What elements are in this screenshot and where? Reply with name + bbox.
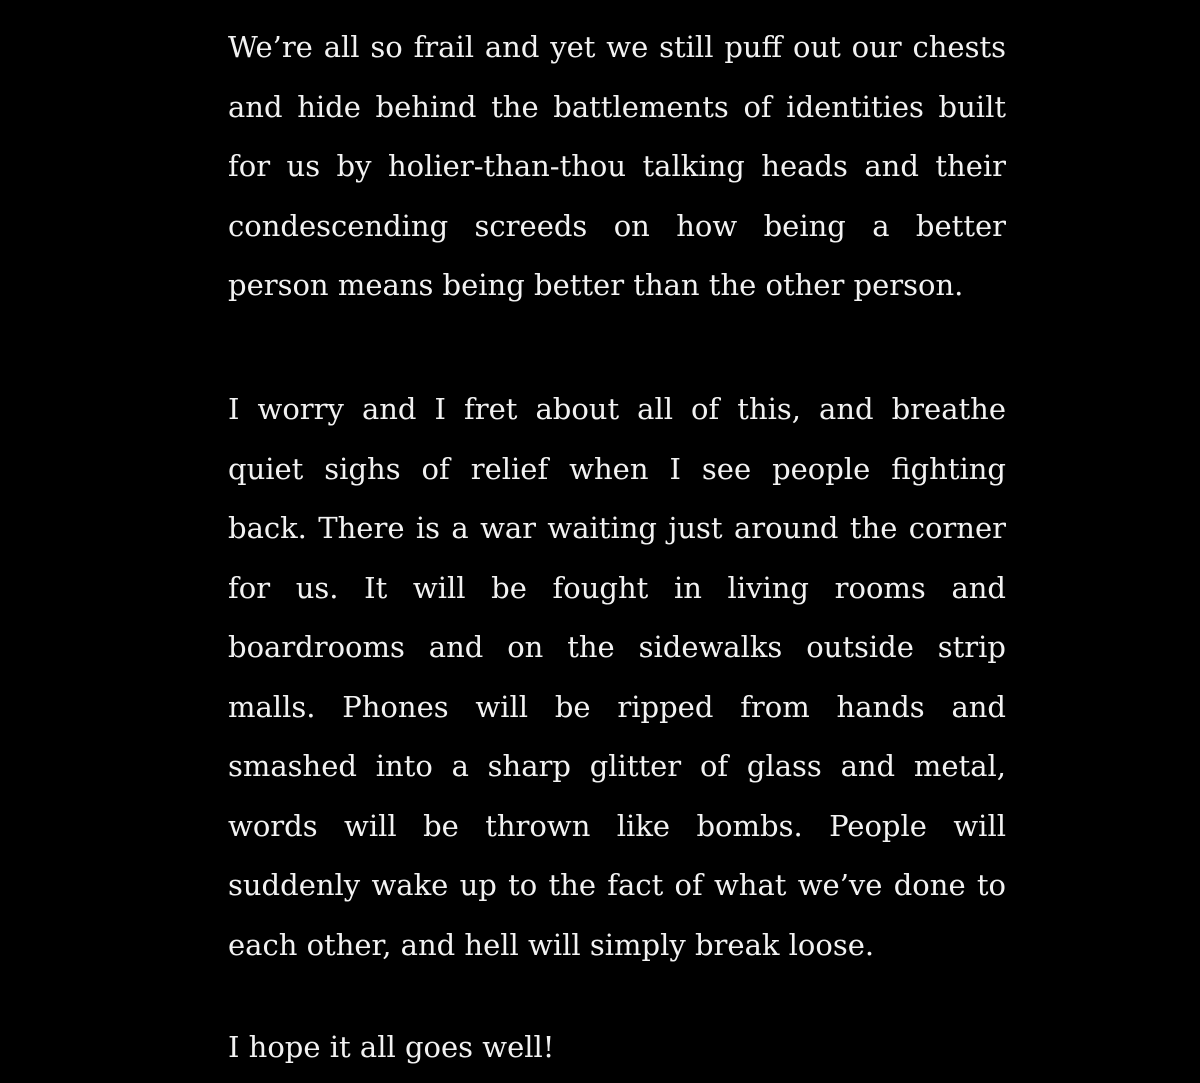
text-line: and hide behind the battlements of identities built xyxy=(228,89,1006,124)
text-line: back. There is a war waiting just around the corner xyxy=(228,511,1006,545)
paragraph-2 xyxy=(228,382,1006,977)
text-line: smashed into a sharp glitter of glass and metal, xyxy=(228,749,1006,783)
text-line: I hope it all goes well! xyxy=(228,1030,555,1064)
text-line: malls. Phones will be ripped from hands and xyxy=(228,689,1006,724)
text-line: words will be thrown like bombs. People will xyxy=(228,808,1006,843)
paragraph-1 xyxy=(228,20,1006,318)
text-line: quiet sighs of relief when I see people fighting xyxy=(228,451,1006,486)
text-line: each other, and hell will simply break loose. xyxy=(228,927,875,962)
text-line: I worry and I fret about all of this, and breathe xyxy=(228,392,1006,426)
text-line: condescending screeds on how being a better xyxy=(228,208,1006,243)
text-line: suddenly wake up to the fact of what we’ve done to xyxy=(228,868,1006,902)
paragraph-3 xyxy=(228,1020,1006,1080)
text-line: We’re all so frail and yet we still puff out our chests xyxy=(228,30,1006,64)
text-line: boardrooms and on the sidewalks outside strip xyxy=(228,630,1006,664)
text-line: for us. It will be fought in living rooms and xyxy=(228,570,1006,605)
text-line: person means being better than the other person. xyxy=(228,268,964,302)
text-line: for us by holier-than-thou talking heads and their xyxy=(228,149,1006,183)
